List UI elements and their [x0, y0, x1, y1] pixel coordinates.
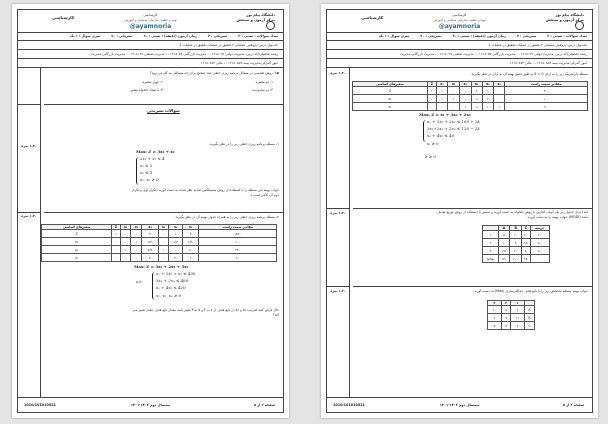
watermark-brand: @ayamnoria [438, 23, 481, 30]
constraint: x₁ + 2x₂ + 2x₃ ≤ 100 + 2λ [427, 119, 480, 124]
table-row [483, 247, 550, 255]
table-header-cell: x₁ [120, 225, 131, 230]
table-header-cell: ۲ [501, 301, 510, 306]
table-header-cell: x₂ [131, 225, 142, 230]
motto-line-2: تهیه و تنظیم: سازمان سنجش و آموزش [124, 18, 177, 22]
section-title: سوالات تشریحی [147, 108, 180, 113]
exam-page-right [321, 4, 598, 418]
page-number: صفحه ۲ از ۵ [562, 403, 584, 407]
info-row-course: عنـــوان درس: پژوهش عملیاتی ۲،تحقیق در عملیات،تحقیق در عملیات 2 [18, 41, 283, 50]
table-cell: ۱/۲ [169, 238, 183, 246]
info-row-counts [18, 32, 283, 41]
semester-label: نیمسال دوم ۱۴۰۲-۱۴۰۱ [439, 403, 480, 407]
university-logo-icon [575, 21, 584, 30]
table-cell: ۰ [131, 230, 142, 238]
table-header-cell: s₂ [482, 82, 493, 87]
table-row [42, 230, 277, 238]
constraint: 3x₁+2x₂ + 2x₃ ≤ 120 − 2λ [427, 126, 480, 131]
constraint-brace [136, 157, 139, 185]
mcq-text: روش هندسی در مسائل برنامه ریزی خطی عدد صحیح برای چه مسائلی به کار می رود؟ [149, 71, 273, 75]
table-cell: ۵ [522, 247, 530, 255]
table-header-cell: s₃ [494, 82, 505, 87]
header-motto [393, 13, 526, 23]
table-cell: ۴ [142, 230, 158, 238]
table-cell: ۱ [459, 103, 471, 111]
question-text-cont [44, 188, 279, 198]
score-divider [327, 208, 349, 209]
table-cell: -۱ [471, 103, 482, 111]
assignment-table [487, 300, 535, 330]
objective-function [136, 149, 175, 155]
table-cell: ۰ [169, 246, 183, 254]
table-cell: ۱ [120, 246, 131, 254]
questions-area [327, 68, 592, 398]
table-cell: ۱ [169, 230, 183, 238]
motto-line-1: کارشناسی [452, 13, 467, 17]
nonneg-constraint: xᵢ ≥ 0 [427, 141, 439, 146]
exam-code: 1010/101010521 [24, 403, 56, 407]
constraint: x₁ ≤ 2 [140, 163, 153, 168]
table-cell: ۱۰ [510, 231, 522, 239]
objective-text: Max: Z = x₁ + 3x₂ + 2x₃ [419, 112, 471, 117]
table-cell: ۰ [427, 95, 436, 103]
table-cell: ۲۰ [530, 231, 549, 239]
question-series: سری سوال : ۱ یک [379, 34, 410, 38]
table-cell: ۱ [182, 254, 198, 262]
table-cell: ۲ [482, 95, 493, 103]
mcq-option[interactable]: ۱. دو متغیره [255, 80, 273, 84]
table-cell: ۰ [448, 103, 460, 111]
mcq-option[interactable]: ۲. چهار متغیره [142, 80, 163, 84]
table-row [42, 254, 277, 262]
info-row-course: عنـــوان درس: پژوهش عملیاتی ۲،تحقیق در عملیات،تحقیق در عملیات 2 [327, 41, 592, 50]
university-line-1: دانشگاه پیام نور [246, 13, 275, 17]
exam-time: زمان آزمون (دقیقه) : تستی : ۲۰ [452, 34, 506, 38]
constraint: x₁ + 4x₂ ≤ 40 [427, 133, 455, 138]
table-cell: ۲ [182, 230, 198, 238]
question-divider [353, 208, 592, 209]
question-divider [44, 212, 283, 213]
score-divider [327, 286, 349, 287]
table-cell: Z [42, 230, 112, 238]
table-cell: x₁ [353, 103, 428, 111]
objective-function [419, 112, 471, 118]
constraint: x₂ ≤ 3 [140, 170, 153, 175]
info-row-majors-cont: امور گمرکی،مدیریت بیمه ۱۲۱۸۰۸۵۳ - ، مالی ۱۲۱۸۰۸۷۳ [18, 59, 283, 68]
constraint: 3x₁ + 2x₃ ≤ 460 [156, 278, 189, 283]
table-header-cell: A [498, 226, 510, 231]
question-divider [44, 104, 283, 105]
table-cell: ۲۰ [199, 254, 277, 262]
q1-after-cont: دوم آن کافی است.) [250, 193, 279, 197]
table-header-cell: x₂ [448, 82, 460, 87]
table-cell: ۲۰ [510, 247, 522, 255]
table-cell: ۰ [436, 95, 448, 103]
table-row [483, 231, 550, 239]
objective-text: Max: Z = 3x₁ + x₂ [136, 149, 175, 154]
table-cell: ۰ [448, 87, 460, 95]
score-column [327, 68, 350, 398]
table-header-cell: x₃ [142, 225, 158, 230]
table-cell: -۱/۴ [142, 238, 158, 246]
table-header-cell: s₂ [169, 225, 183, 230]
table-cell: ۲ [471, 87, 482, 95]
question-text [353, 210, 588, 220]
header-banner [18, 10, 283, 33]
table-cell: A [524, 306, 534, 314]
university-logo-icon [266, 21, 275, 30]
table-cell: ۶ [511, 322, 525, 330]
score-q2: ۱.۴۰ نمره [21, 214, 37, 218]
table-row [488, 306, 535, 314]
table-cell: ۱ [494, 103, 505, 111]
score-divider [18, 212, 40, 213]
table-cell: ۰ [131, 246, 142, 254]
table-header-cell: s₃ [182, 225, 198, 230]
table-cell: ۱ [131, 238, 142, 246]
table-header-cell: C [522, 226, 530, 231]
score-q1: ۱.۴۰ نمره [21, 144, 37, 148]
table-cell: ۰ [436, 87, 448, 95]
table-header-cell: متغیرهای اساسی [42, 225, 112, 230]
table-cell: C [524, 322, 534, 330]
table-row [353, 103, 588, 111]
table-cell: ۱ [483, 231, 499, 239]
table-cell: ۰ [158, 254, 169, 262]
table-cell: -۱ [471, 95, 482, 103]
score-q3: ۱.۴۰ نمره [330, 289, 346, 293]
question-count: تعداد سوالات : تستی : ۲ [547, 34, 587, 38]
table-header-cell: Z [112, 225, 120, 230]
table-cell: s₁ [42, 254, 112, 262]
table-cell: -۲ [142, 254, 158, 262]
nonneg-constraint: x₁, x₂, x₃ ≥ 0 [156, 293, 182, 298]
table-row [353, 95, 588, 103]
university-line-1: دانشگاه پیام نور [555, 13, 584, 17]
table-cell: ۰ [494, 87, 505, 95]
table-cell: ۰ [459, 87, 471, 95]
table-header-cell: ۳ [488, 301, 502, 306]
table-header-cell: Z [427, 82, 436, 87]
info-row-majors-cont: امور گمرکی،مدیریت بیمه ۱۲۱۸۰۸۵۳ - ، مالی ۱۲۱۸۰۸۷۳ [327, 59, 592, 68]
watermark-brand: @ayamnoria [129, 23, 172, 30]
q1-after: جواب بهینه این مسئله را با استفاده از روش سیمپلکس تجدید نظر شده به دست آورید.(تکرار اول و تکرار [131, 188, 279, 192]
table-cell: x₂ [353, 95, 428, 103]
table-cell: ۳ [510, 239, 522, 247]
page-footer [327, 397, 592, 412]
nonneg-constraint: x₁, x₂ ≥ 0 [140, 177, 159, 182]
table-row [42, 238, 277, 246]
table-cell: -۲ [182, 246, 198, 254]
mcq-number: ۱۵ [274, 71, 279, 75]
q2-after-cont: کند؟ [272, 313, 279, 317]
table-cell: Z [353, 87, 428, 95]
table-cell: ۱۴۰ [498, 255, 510, 263]
table-cell: -۱/۲ [182, 238, 198, 246]
table-cell: ۱۳۵۰ [199, 230, 277, 238]
question-text: ۱- مسئله برنامه ریزی خطی زیر را در نظر بگیرید. [208, 142, 279, 146]
table-cell: ۳/۲ [142, 246, 158, 254]
table-cell: ۳ [483, 247, 499, 255]
table-cell: ۱۱ [511, 314, 525, 322]
table-cell: ۶ [488, 314, 502, 322]
university-line-2: مرکز آزمون و سنجش [545, 18, 584, 22]
constraint: x₁ + 4x₂ ≤ 420 [156, 285, 186, 290]
table-cell: ۹ [501, 314, 510, 322]
table-cell: ۲۰ [522, 231, 530, 239]
page-frame [17, 9, 284, 413]
objective-function [134, 264, 188, 270]
table-cell: ۱ [448, 95, 460, 103]
header-motto [84, 13, 217, 23]
table-cell: ۰ [494, 95, 505, 103]
page-number: صفحه ۳ از ۵ [253, 403, 275, 407]
page-footer [18, 397, 283, 412]
exam-time-descriptive: تشریحی : ۷۰ [420, 34, 442, 38]
lambda-constraint: λ ≥ 0 [425, 154, 436, 159]
table-row [353, 87, 588, 95]
question-series: سری سوال : ۱ یک [70, 34, 101, 38]
mcq-question: ۱۵- روش هندسی در مسائل برنامه ریزی خطی عدد صحیح برای چه مسائلی به کار می رود؟ [149, 71, 279, 75]
table-header-cell: عرضه [530, 226, 549, 231]
question-text: ۲- مسئله برنامه ریزی خطی زیر را به همراه جدول بهینه آن در نظر بگیرید. [174, 215, 279, 219]
page-header [327, 10, 592, 68]
table-cell: ۷ [501, 322, 510, 330]
table-cell: ۰ [112, 238, 120, 246]
table-cell: ۰ [112, 246, 120, 254]
table-cell: ۱۵ [522, 239, 530, 247]
objective-text: Max: Z = 3x₁ + 2x₂ + 5x₃ [134, 264, 189, 269]
q2-text-cont: شده (MODI) جواب بهینه را به دست آورید. [526, 215, 588, 219]
table-cell: ۰ [120, 238, 131, 246]
header-banner [327, 10, 592, 33]
optimal-simplex-table [41, 224, 277, 262]
table-cell: ۱ [482, 103, 493, 111]
q2-text: ابتدا برای جدول زیر یک جواب آغازین با روش دلخواه به دست آورید و سپس با استفاده از روش توزیع تعدیل [437, 210, 588, 214]
table-row [42, 246, 277, 254]
table-cell: ۳۰۰ [505, 87, 588, 95]
table-cell: ۲۳۰ [199, 246, 277, 254]
motto-line-1: کارشناسی [143, 13, 158, 17]
university-line-2: مرکز آزمون و سنجش [236, 18, 275, 22]
table-header-cell: B [510, 226, 522, 231]
table-cell [530, 255, 549, 263]
constraint: x₁ + 2x₂ + x₃ ≤ 430 [156, 271, 196, 276]
table-cell: ۱ [158, 246, 169, 254]
info-row-majors: رشته تحصیلی/کد درس: مدیریت دولتی ۱۲۱۸۰۲۷ - ، مدیریت بازرگانی ۱۲۱۸۰۵۷ - ، مدیریت صنعتی ۱۲۱۸۰۲۷ - ، مدیریت بازرگانی-مدیریت [327, 50, 592, 59]
table-cell: ۹ [511, 306, 525, 314]
question-text-cont [44, 308, 279, 318]
table-cell: ۲۵ [522, 255, 530, 263]
table-cell: ۵ [498, 231, 510, 239]
q1-text-cont: در نظر بگیرید. [470, 72, 492, 76]
table-cell: ۸۰ [530, 247, 549, 255]
table-row [488, 314, 535, 322]
table-cell: ۱۰۰ [505, 95, 588, 103]
table-cell: ۱ [482, 87, 493, 95]
table-cell: x₃ [42, 246, 112, 254]
table-cell: ۰ [436, 103, 448, 111]
question-text [353, 289, 588, 294]
table-cell: ۰ [459, 95, 471, 103]
exam-time: زمان آزمون (دقیقه) : تستی : ۲۰ [143, 34, 197, 38]
table-cell: ۰ [427, 103, 436, 111]
exam-code: 1010/101010521 [333, 403, 365, 407]
score-q2: ۱.۴۰ نمره [330, 211, 346, 215]
table-cell: ۲ [483, 239, 499, 247]
table-cell: ۰ [120, 254, 131, 262]
question-text [353, 72, 588, 77]
table-cell: ۰ [158, 230, 169, 238]
info-row-counts [327, 32, 592, 41]
table-header-cell: x₃ [459, 82, 471, 87]
constraint-brace [152, 272, 155, 300]
table-row [483, 239, 550, 247]
constraint-brace [423, 120, 426, 142]
table-header-cell: s₁ [471, 82, 482, 87]
mcq-option[interactable]: ۳. دو محدودیت [251, 88, 273, 92]
table-header-cell: s₁ [158, 225, 169, 230]
score-column [18, 68, 41, 398]
descriptive-count: تشریحی : ۴ [517, 34, 537, 38]
table-cell: B [524, 314, 534, 322]
table-cell: ۱۰ [488, 306, 502, 314]
table-header-cell: متغیرهای اساسی [353, 82, 428, 87]
question-divider [353, 286, 592, 287]
subject-to-label: s.t. [136, 279, 143, 284]
table-cell: ۲۰۰ [510, 255, 522, 263]
page-header [18, 10, 283, 68]
table-cell: ۱ [427, 87, 436, 95]
degree-label: کارشناسی [52, 15, 75, 20]
page-frame [326, 9, 593, 413]
questions-area [18, 68, 283, 398]
table-cell: x₂ [42, 238, 112, 246]
score-q1: ۱.۴۰ نمره [330, 71, 346, 75]
mcq-option[interactable]: ۴. با تعداد دلخواه متغیر [130, 88, 163, 92]
table-cell: ۸ [501, 306, 510, 314]
motto-line-2: تهیه و تنظیم: سازمان سنجش و آموزش [433, 18, 486, 22]
table-cell: ۱۰ [498, 239, 510, 247]
table-cell: -۲ [169, 254, 183, 262]
table-cell: ۱ [112, 230, 120, 238]
descriptive-count: تشریحی : ۴ [208, 34, 228, 38]
q3-text: جواب بهینه مسئله تخصیص زیر را با تابع هدف حداکثرسازی (Max) به دست آورید. [473, 289, 588, 293]
table-cell: ۲۰ [505, 103, 588, 111]
semester-label: نیمسال دوم ۱۴۰۲-۱۴۰۱ [130, 403, 171, 407]
table-cell: ۰ [120, 230, 131, 238]
degree-label: کارشناسی [361, 15, 384, 20]
constraint: 2x₁ + x₂ ≤ 4 [140, 156, 165, 161]
table-row [483, 255, 550, 263]
table-row [488, 322, 535, 330]
score-divider [18, 104, 40, 105]
transport-table [482, 225, 550, 263]
table-cell: ۵ [488, 322, 502, 330]
table-header-cell: x₁ [436, 82, 448, 87]
table-cell: ۸۰ [530, 239, 549, 247]
exam-time-descriptive: تشریحی : ۷۰ [111, 34, 133, 38]
info-row-majors: رشته تحصیلی/کد درس: مدیریت دولتی ۱۲۱۸۰۲۷ - ، مدیریت بازرگانی ۱۲۱۸۰۵۷ - ، مدیریت صنعتی ۱۲۱۸۰۲۷ - ، مدیریت بازرگانی-مدیریت [18, 50, 283, 59]
exam-page-left [12, 4, 289, 418]
table-cell: ۰ [158, 238, 169, 246]
simplex-table [352, 81, 588, 111]
q1-text: مسئله پارامتریک زیر را به ازای θ = 0 به طور دقیق بهینه آن به ازای [492, 72, 588, 76]
table-cell: ۲۵ [498, 247, 510, 255]
q2-after: حال فرض کنید ضرایب x₂ و x₃ در تابع هدف از ۲ به ۳ و ۵ به ۴ تغییر یابند مقدار تابع هدف چقدر تغییر می [132, 308, 279, 312]
question-count: تعداد سوالات : تستی : ۲ [238, 34, 278, 38]
table-cell: ۰ [131, 254, 142, 262]
table-cell: تقاضا [483, 255, 499, 263]
table-header-cell: مقادیر سمت راست [199, 225, 277, 230]
table-header-cell: ۱ [511, 301, 525, 306]
table-header-cell: مقادیر سمت راست [505, 82, 588, 87]
table-cell: ۰ [112, 254, 120, 262]
table-cell: ۱۰۰ [199, 238, 277, 246]
